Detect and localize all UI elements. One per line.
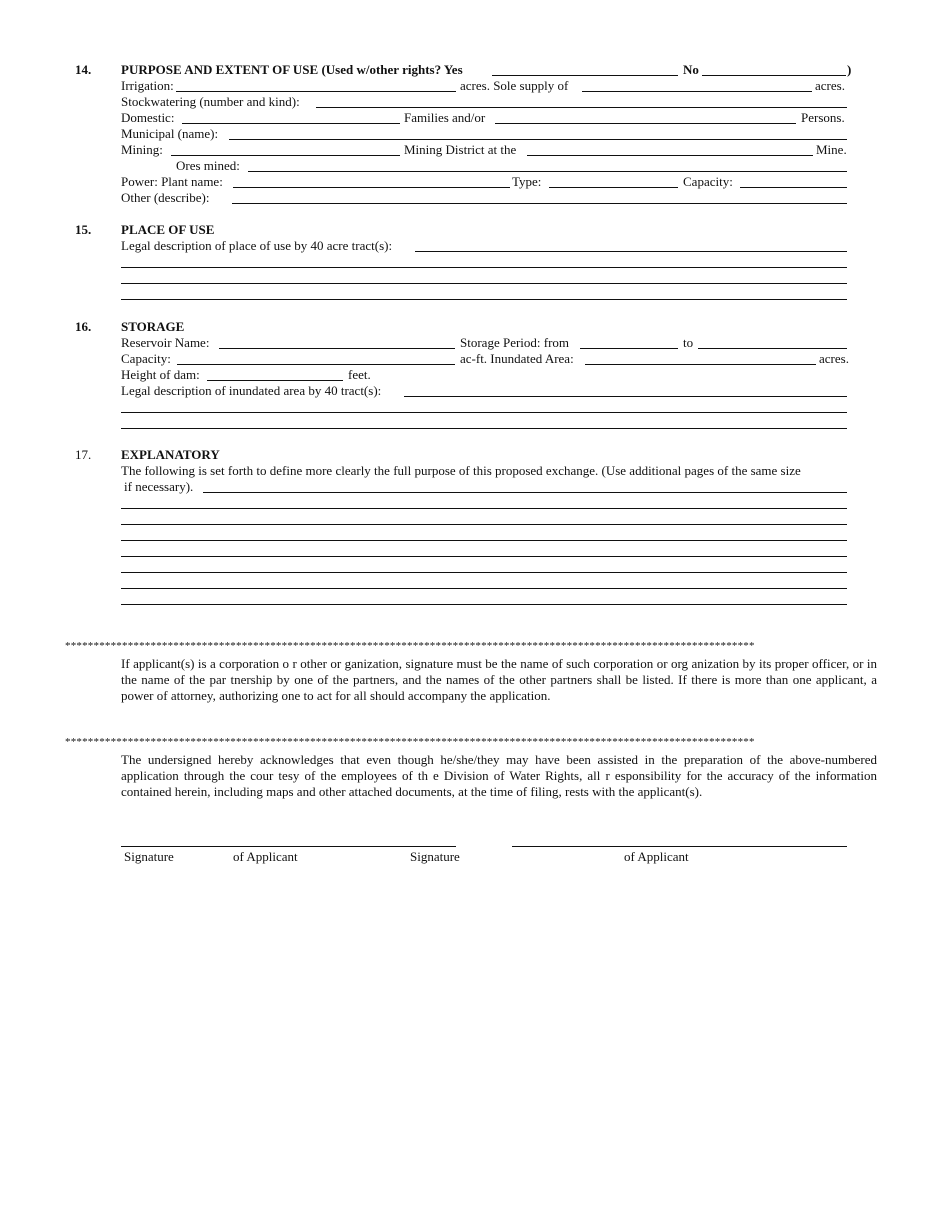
explanatory-field-7[interactable] — [121, 588, 847, 589]
section-17-number: 17. — [75, 447, 92, 462]
section-14-number: 14. — [75, 62, 92, 77]
to-label: to — [683, 335, 694, 350]
no-label: No — [683, 62, 699, 77]
municipal-field[interactable] — [229, 139, 847, 140]
explanatory-field-8[interactable] — [121, 604, 847, 605]
storage-capacity-label: Capacity: — [121, 351, 171, 366]
inundated-legal-field-1[interactable] — [404, 396, 847, 397]
stockwatering-label: Stockwatering (number and kind): — [121, 94, 300, 109]
of-applicant-label-2: of Applicant — [624, 849, 689, 864]
acres-sole-supply-label: acres. Sole supply of — [460, 78, 569, 93]
explanatory-field-6[interactable] — [121, 572, 847, 573]
mine-label: Mine. — [816, 142, 847, 157]
explanatory-field-5[interactable] — [121, 556, 847, 557]
sole-supply-field[interactable] — [582, 91, 812, 92]
close-paren: ) — [847, 62, 852, 77]
signature-label-2: Signature — [410, 849, 460, 864]
capacity-label: Capacity: — [683, 174, 733, 189]
municipal-label: Municipal (name): — [121, 126, 219, 141]
domestic-field[interactable] — [182, 123, 400, 124]
storage-period-label: Storage Period: from — [460, 335, 570, 350]
families-label: Families and/or — [404, 110, 486, 125]
signature-line-2[interactable] — [512, 846, 847, 847]
height-of-dam-field[interactable] — [207, 380, 343, 381]
place-of-use-field-4[interactable] — [121, 299, 847, 300]
used-with-other-rights-yes-field[interactable] — [492, 75, 678, 76]
other-describe-label: Other (describe): — [121, 190, 210, 205]
mining-district-label: Mining District at the — [404, 142, 517, 157]
place-of-use-legal-label: Legal description of place of use by 40 acre tract(s): — [121, 238, 393, 253]
section-16-number: 16. — [75, 319, 92, 334]
power-plant-label: Power: Plant name: — [121, 174, 223, 189]
type-label: Type: — [512, 174, 542, 189]
star-divider-2: ************************************************************************************************************************* — [65, 736, 755, 748]
other-describe-field[interactable] — [232, 203, 847, 204]
height-of-dam-label: Height of dam: — [121, 367, 200, 382]
ores-mined-label: Ores mined: — [176, 158, 240, 173]
ores-mined-field[interactable] — [248, 171, 847, 172]
explanatory-field-2[interactable] — [121, 508, 847, 509]
power-plant-field[interactable] — [233, 187, 510, 188]
place-of-use-field-2[interactable] — [121, 267, 847, 268]
feet-label: feet. — [348, 367, 371, 382]
type-field[interactable] — [549, 187, 678, 188]
inundated-area-label: ac-ft. Inundated Area: — [460, 351, 574, 366]
place-of-use-field-3[interactable] — [121, 283, 847, 284]
inundated-legal-label: Legal description of inundated area by 40 tract(s): — [121, 383, 382, 398]
of-applicant-label-1: of Applicant — [233, 849, 298, 864]
acres-label: acres. — [815, 78, 845, 93]
explanatory-text-line-1: The following is set forth to define more clearly the full purpose of this proposed exchange. (Use additional pages of the same size — [121, 463, 801, 478]
acknowledgement-note: The undersigned hereby acknowledges that even though he/she/they may have been assisted in the preparation of the above-numbered application through the cour tesy of the employees of th e Division of Water Rights, all r esponsibility for the accuracy of the information contained herein, including maps and other attached documents, at the time of filing, rests with the applicant(s). — [121, 752, 877, 799]
section-15-number: 15. — [75, 222, 92, 237]
corporation-signature-note: If applicant(s) is a corporation o r other or ganization, signature must be the name of such corporation or org anization by its proper officer, or in the name of the par tnership by one of the partners, and the names of the other partners shall be listed. If there is more than one applicant, a power of attorney, authorizing one to act for all should accompany the application. — [121, 656, 877, 703]
star-divider-1: ************************************************************************************************************************* — [65, 640, 755, 652]
domestic-label: Domestic: — [121, 110, 175, 125]
explanatory-text-line-2: if necessary). — [124, 479, 194, 494]
inundated-area-field[interactable] — [585, 364, 816, 365]
reservoir-name-field[interactable] — [219, 348, 455, 349]
irrigation-label: Irrigation: — [121, 78, 174, 93]
storage-acres-label: acres. — [819, 351, 849, 366]
capacity-field[interactable] — [740, 187, 847, 188]
storage-capacity-field[interactable] — [177, 364, 455, 365]
mining-label: Mining: — [121, 142, 163, 157]
explanatory-field-3[interactable] — [121, 524, 847, 525]
used-with-other-rights-no-field[interactable] — [702, 75, 846, 76]
persons-label: Persons. — [801, 110, 845, 125]
families-field[interactable] — [495, 123, 796, 124]
place-of-use-field-1[interactable] — [415, 251, 847, 252]
inundated-legal-field-2[interactable] — [121, 412, 847, 413]
section-16-title: STORAGE — [121, 319, 185, 334]
signature-line-1[interactable] — [121, 846, 456, 847]
signature-label-1: Signature — [124, 849, 174, 864]
storage-period-to-field[interactable] — [698, 348, 847, 349]
section-15-title: PLACE OF USE — [121, 222, 215, 237]
section-14-title: PURPOSE AND EXTENT OF USE (Used w/other rights? Yes — [121, 62, 463, 77]
explanatory-field-4[interactable] — [121, 540, 847, 541]
storage-period-from-field[interactable] — [580, 348, 678, 349]
irrigation-acres-field[interactable] — [176, 91, 456, 92]
mining-field[interactable] — [171, 155, 400, 156]
inundated-legal-field-3[interactable] — [121, 428, 847, 429]
mining-district-field[interactable] — [527, 155, 813, 156]
stockwatering-field[interactable] — [316, 107, 847, 108]
reservoir-name-label: Reservoir Name: — [121, 335, 210, 350]
explanatory-field-1[interactable] — [203, 492, 847, 493]
section-17-title: EXPLANATORY — [121, 447, 220, 462]
